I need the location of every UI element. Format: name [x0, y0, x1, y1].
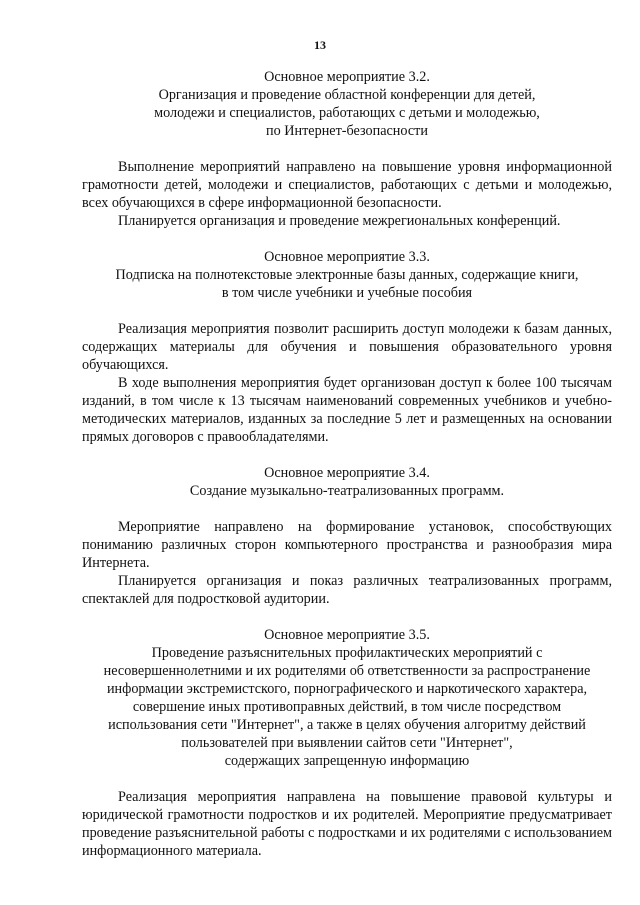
heading-line: пользователей при выявлении сайтов сети "Интернет",	[181, 735, 513, 751]
heading-line: Основное мероприятие 3.5.	[264, 627, 430, 643]
section-heading-3-5	[82, 626, 612, 770]
heading-line: Основное мероприятие 3.3.	[264, 249, 430, 265]
heading-line: Организация и проведение областной конференции для детей,	[158, 87, 536, 103]
paragraph: В ходе выполнения мероприятия будет организован доступ к более 100 тысячам изданий, в том числе к 13 тысячам наименований современных учебников и учебно-методических материалов, изданных за последние 5 лет и размещенных на основании прямых договоров с правообладателями.	[82, 375, 612, 445]
heading-line: в том числе учебники и учебные пособия	[221, 285, 473, 301]
paragraph: Планируется организация и проведение межрегиональных конференций.	[118, 213, 561, 229]
paragraph: Планируется организация и показ различных театрализованных программ, спектаклей для подростковой аудитории.	[82, 573, 612, 607]
heading-line: молодежи и специалистов, работающих с детьми и молодежью,	[154, 105, 540, 121]
heading-line: содержащих запрещенную информацию	[224, 753, 470, 769]
section-heading-3-2	[82, 68, 612, 140]
section-heading-3-4	[82, 464, 612, 500]
paragraph: Реализация мероприятия направлена на повышение правовой культуры и юридической грамотности подростков и их родителей. Мероприятие предусматривает проведение разъяснительной работы с подростками и их родителями с использованием информационного материала.	[82, 789, 612, 859]
heading-line: несовершеннолетними и их родителями об ответственности за распространение	[103, 663, 591, 679]
paragraph: Мероприятие направлено на формирование установок, способствующих пониманию различных сторон компьютерного пространства и разнообразия мира Интернета.	[82, 519, 612, 571]
heading-line: по Интернет-безопасности	[266, 123, 428, 139]
paragraph: Реализация мероприятия позволит расширить доступ молодежи к базам данных, содержащих материалы для обучения и повышения образовательного уровня обучающихся.	[82, 321, 612, 373]
heading-line: Подписка на полнотекстовые электронные базы данных, содержащие книги,	[115, 267, 579, 283]
paragraph: Выполнение мероприятий направлено на повышение уровня информационной грамотности детей, молодежи и специалистов, работающих с детьми и молодежью, всех обучающихся в сфере информационной безопасности.	[82, 159, 612, 211]
heading-line: использования сети "Интернет", а также в целях обучения алгоритму действий	[108, 717, 586, 733]
document-body	[82, 68, 612, 860]
heading-line: информации экстремистского, порнографического и наркотического характера,	[106, 681, 588, 697]
section-heading-3-3	[82, 248, 612, 302]
heading-line: Основное мероприятие 3.4.	[264, 465, 430, 481]
heading-line: совершение иных противоправных действий, в том числе посредством	[132, 699, 562, 715]
heading-line: Проведение разъяснительных профилактических мероприятий с	[151, 645, 543, 661]
heading-line: Создание музыкально-театрализованных программ.	[189, 483, 505, 499]
heading-line: Основное мероприятие 3.2.	[264, 69, 430, 85]
page-number: 13	[314, 38, 326, 52]
